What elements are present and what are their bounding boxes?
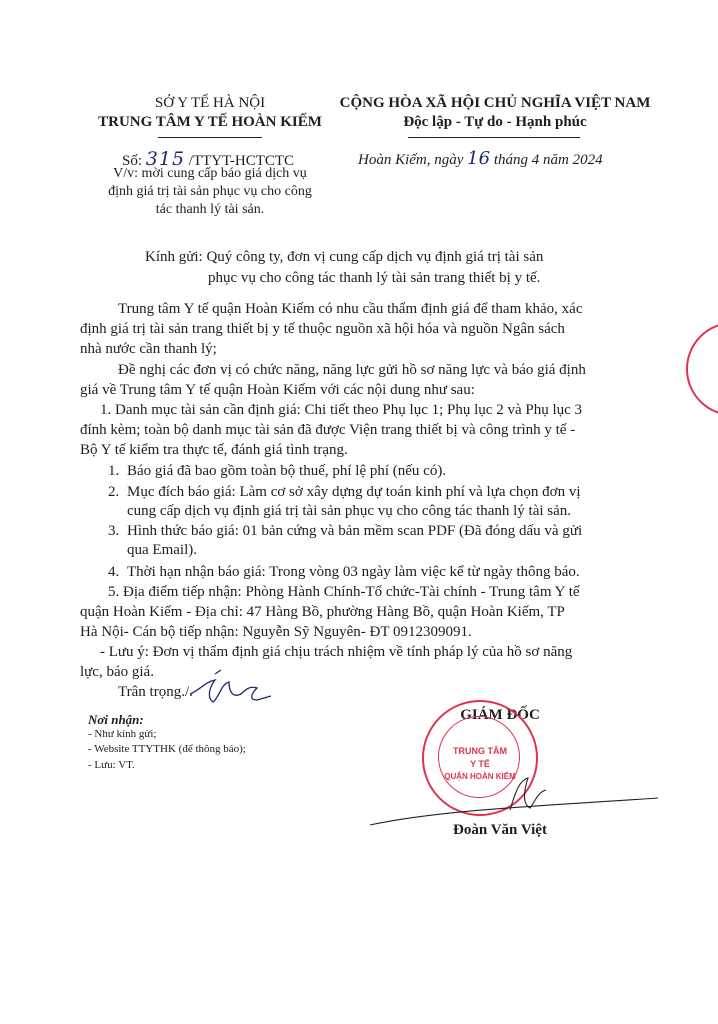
seal-line-1: TRUNG TÂM [453, 746, 507, 756]
signer-title: GIÁM ĐỐC [460, 707, 540, 723]
addressee-line-1: Kính gửi: Quý công ty, đơn vị cung cấp dịch vụ định giá trị tài sản [145, 249, 544, 265]
handwritten-number: 315 [145, 148, 186, 170]
list2-line2: cung cấp dịch vụ định giá trị tài sản phục vụ cho công tác thanh lý tài sản. [127, 503, 572, 519]
subject-line-3: tác thanh lý tài sản. [155, 202, 265, 217]
initial-signature [185, 668, 275, 708]
recipient-item: - Lưu: VT. [88, 759, 135, 771]
subject-line-2: định giá trị tài sản phục vụ cho công [108, 184, 312, 199]
page-edge-seal [686, 322, 718, 416]
country-name: CỘNG HÒA XÃ HỘI CHỦ NGHĨA VIỆT NAM [339, 95, 651, 111]
date-month: 4 [531, 152, 540, 168]
recipient-item: - Website TTYTHK (để thông báo); [88, 743, 246, 755]
item1-line3: Bộ Y tế kiểm tra thực tế, đánh giá tình trạng. [80, 442, 348, 458]
seal-line-3: QUẬN HOÀN KIẾM [444, 772, 516, 781]
list3-number: 3. [108, 523, 120, 539]
list3-line2: qua Email). [127, 542, 197, 558]
item1-line1: 1. Danh mục tài sản cần định giá: Chi tiết theo Phụ lục 1; Phụ lục 2 và Phụ lục 3 [100, 402, 583, 418]
date-year: năm 2024 [542, 152, 603, 168]
subject-line-1: V/v: mời cung cấp báo giá dịch vụ [113, 166, 307, 181]
para2-line2: giá về Trung tâm Y tế quận Hoàn Kiếm với các nội dung như sau: [80, 382, 475, 398]
item1-line2: đính kèm; toàn bộ danh mục tài sản đã được Viện trang thiết bị và công trình y tế - [80, 422, 576, 438]
list2-line1: Mục đích báo giá: Làm cơ sở xây dựng dự toán kinh phí và lựa chọn đơn vị [127, 484, 581, 500]
list4-number: 4. [108, 564, 120, 580]
note-line1: - Lưu ý: Đơn vị thẩm định giá chịu trách nhiệm về tính pháp lý của hồ sơ năng [100, 644, 573, 660]
header-left-divider [158, 137, 262, 138]
seal-line-2: Y TẾ [470, 759, 490, 769]
recipients-title: Nơi nhận: [88, 712, 144, 727]
para1-line3: nhà nước cần thanh lý; [80, 341, 217, 357]
item5-line2: quận Hoàn Kiếm - Địa chỉ: 47 Hàng Bồ, phường Hàng Bồ, quận Hoàn Kiếm, TP [80, 604, 565, 620]
para1-line1: Trung tâm Y tế quận Hoàn Kiếm có nhu cầu thẩm định giá để tham khảo, xác [118, 301, 583, 317]
date-month-label: tháng [493, 152, 528, 168]
header-right-divider [408, 137, 580, 138]
issue-date [358, 148, 603, 169]
list2-number: 2. [108, 484, 120, 500]
para2-line1: Đề nghị các đơn vị có chức năng, năng lực gửi hồ sơ năng lực và báo giá định [118, 362, 586, 378]
national-motto: Độc lập - Tự do - Hạnh phúc [403, 114, 587, 130]
para1-line2: định giá trị tài sản trang thiết bị y tế thuộc nguồn xã hội hóa và nguồn Ngân sách [80, 321, 565, 337]
date-day: 16 [467, 148, 491, 169]
dept-name: SỞ Y TẾ HÀ NỘI [154, 95, 266, 111]
addressee-line-2: phục vụ cho công tác thanh lý tài sản trang thiết bị y tế. [208, 270, 541, 286]
list4-text: Thời hạn nhận báo giá: Trong vòng 03 ngày làm việc kể từ ngày thông báo. [127, 564, 580, 580]
signer-name: Đoàn Văn Việt [453, 822, 547, 838]
closing-greeting: Trân trọng./. [118, 684, 193, 700]
center-name: TRUNG TÂM Y TẾ HOÀN KIẾM [98, 114, 322, 130]
item5-line3: Hà Nội- Cán bộ tiếp nhận: Nguyễn Sỹ Nguyên- ĐT 0912309091. [80, 624, 472, 640]
number-suffix: /TTYT-HCTCTC [188, 153, 295, 169]
recipient-item: - Như kính gửi; [88, 728, 157, 740]
number-prefix: Số: [122, 153, 143, 169]
item5-line1: 5. Địa điểm tiếp nhận: Phòng Hành Chính-Tổ chức-Tài chính - Trung tâm Y tế [108, 584, 580, 600]
list3-line1: Hình thức báo giá: 01 bản cứng và bản mềm scan PDF (Đã đóng dấu và gửi [127, 523, 583, 539]
list1-number: 1. [108, 463, 120, 479]
director-signature [360, 770, 660, 830]
note-line2: lực, báo giá. [80, 664, 154, 680]
list1-text: Báo giá đã bao gồm toàn bộ thuế, phí lệ phí (nếu có). [127, 463, 447, 479]
date-place: Hoàn Kiếm, ngày [358, 152, 464, 168]
